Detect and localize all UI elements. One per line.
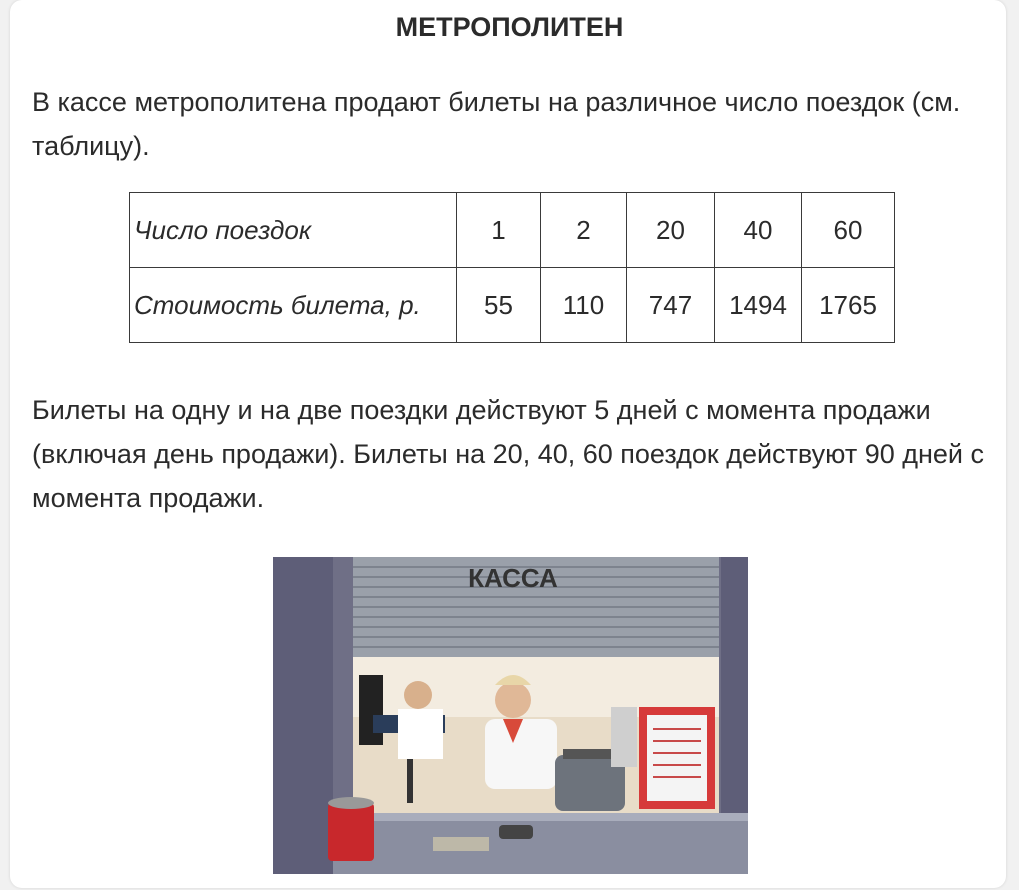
row-label-price: Стоимость билета, р.	[130, 268, 457, 343]
intro-paragraph: В кассе метрополитена продают билеты на различное число поездок (см. таблицу).	[32, 87, 961, 161]
row-label-trips: Число поездок	[130, 193, 457, 268]
table-cell: 60	[802, 193, 895, 268]
table-cell: 110	[541, 268, 627, 343]
table-row	[130, 193, 895, 268]
table-cell: 2	[541, 193, 627, 268]
table-cell: 747	[627, 268, 715, 343]
fares-table	[129, 192, 895, 343]
table-cell: 55	[457, 268, 541, 343]
validity-paragraph: Билеты на одну и на две поездки действуют 5 дней с момента продажи (включая день продажи). Билеты на 20, 40, 60 поездок действуют 90 дней с момента продажи.	[32, 395, 984, 513]
page-title: МЕТРОПОЛИТЕН	[395, 12, 624, 42]
kassa-sign: КАССА	[468, 563, 558, 593]
table-cell: 1494	[715, 268, 802, 343]
ticket-office-photo	[273, 557, 748, 874]
table-cell: 40	[715, 193, 802, 268]
table-cell: 1	[457, 193, 541, 268]
table-cell: 20	[627, 193, 715, 268]
table-cell: 1765	[802, 268, 895, 343]
table-row	[130, 268, 895, 343]
